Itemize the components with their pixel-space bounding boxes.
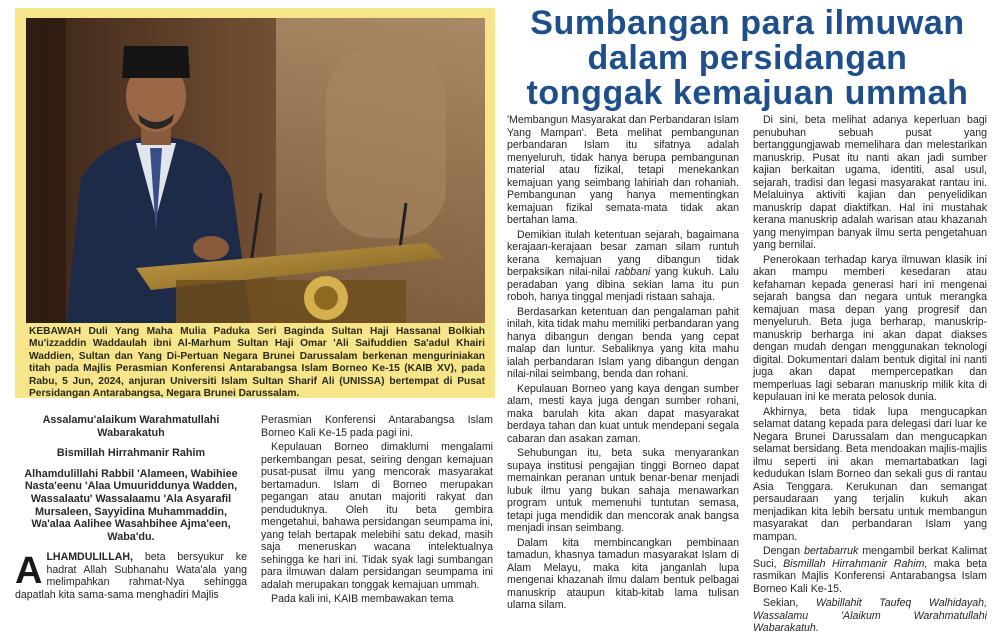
headline-line-3: tonggak kemajuan ummah bbox=[526, 74, 969, 112]
photo-caption: KEBAWAH Duli Yang Maha Mulia Paduka Seri Baginda Sultan Haji Hassanal Bolkiah Mu'izzaddin Waddaulah ibni Al-Marhum Sultan Haji Omar 'Ali Saifuddien Sa'adul Khairi Waddien, Sultan dan Yang Di-Pertuan Negara Brunei Darussalam berkenan menguriniakan titah pada Majlis Perasmian Konferensi Antarabangsa Islam Borneo Ke-15 (KAIB XV), pada Rabu, 5 Jun, 2024, anjuran Universiti Islam Sultan Sharif Ali (UNISSA) bertempat di Pusat Persidangan Antarabangsa, Negara Brunei Darussalam. bbox=[29, 326, 485, 400]
headline-line-2: dalam persidangan bbox=[587, 39, 908, 77]
headline bbox=[505, 6, 990, 111]
text-run: Demikian itulah ketentuan sejarah, bagaimana kerajaan-kerajaan besar zaman silam runtuh kerana kemajuan yang dibangun tidak berpaksikan nilai-nilai bbox=[507, 228, 739, 278]
opening-paragraph bbox=[15, 551, 247, 601]
lead-word: LHAMDULILLAH, bbox=[46, 551, 133, 564]
sultan-photo bbox=[26, 18, 485, 323]
article-column-4 bbox=[753, 114, 987, 637]
paragraph: Akhirnya, beta tidak lupa mengucapkan selamat datang kepada para delegasi dari luar ke Negara Brunei Darussalam dan mengucapkan selamat bersidang. Beta mendoakan majlis-majlis ilmu seperti ini akan memartabatkan lagi kedudukan Islam Borneo dan sekali gus di rantau Asia Tenggara. Kerukunan dan semangat persaudaraan yang terjalin kukuh akan menjadikan kita lebih bersatu untuk membangun masyarakat dan perbandaran Islam yang mampan. bbox=[753, 405, 987, 543]
bismillah: Bismillah Hirrahmanir Rahim bbox=[56, 447, 206, 460]
hamdalah: Alhamdulillahi Rabbil 'Alameen, Wabihiee Nasta'eenu 'Alaa Umuuriddunya Wadden, Wassalaatu' Wassalaamu 'Ala Asyarafil Mursaleen, Sayyidina Muhammaddin, Wa'alaa Aalihee Wasahbihee Ajma'een, Waba'du. bbox=[24, 467, 238, 543]
article-column-1 bbox=[15, 414, 247, 603]
dropcap: A bbox=[15, 550, 43, 593]
text-run-italic: Bismillah Hirrahmanir Rahim, bbox=[783, 557, 928, 570]
text-run-italic: Wabillahit Taufeq Walhidayah, Wassalamu 'Alaikum Warahmatullahi Wabarakatuh. bbox=[753, 597, 988, 634]
paragraph: Kepulauan Borneo yang kaya dengan sumber alam, mesti kaya juga dengan sumber rohani, maka barulah kita akan dapat masyarakat berdaya tahan dan kuat untuk mendepani segala cabaran dan asakan zaman. bbox=[507, 382, 739, 445]
paragraph: Kepulauan Borneo dimaklumi mengalami perkembangan pesat, seiring dengan kemajuan pusat-pusat ilmu yang mencorak masyarakat bertamadun. Islam di Borneo merupakan pegangan atau anutan majoriti rakyat dan penduduknya. Oleh itu beta gembira mengetahui, bahawa persidangan seumpama ini, yang telah bertapak melebihi satu dekad, masih saja meneruskan wacana intelektualnya sehingga ke hari ini. Tidak syak lagi sumbangan para ilmuwan dalam persidangan seumpama ini adalah merupakan tonggak kemajuan ummah. bbox=[261, 441, 493, 591]
paragraph: Sehubungan itu, beta suka menyarankan supaya institusi pengajian tinggi Borneo dapat memainkan peranan untuk benar-benar menjadi lubuk ilmu yang bukan sahaja menawarkan program untuk memenuhi tuntutan semasa, tetapi juga mendidik dan mencorak anak bangsa menjadi insan seimbang. bbox=[507, 447, 739, 534]
paragraph-text: beta bersyukur ke hadrat Allah Subhanahu Wata'ala yang melimpahkan rahmat-Nya sehingga dapatlah kita sama-sama menghadiri Majlis bbox=[15, 551, 247, 601]
text-run: maka beta rasmikan Majlis Konferensi Antarabangsa Islam Borneo Kali Ke-15. bbox=[753, 557, 987, 595]
paragraph: Perasmian Konferensi Antarabangsa Islam Borneo Kali Ke-15 pada pagi ini. bbox=[261, 414, 493, 439]
text-run: mengambil berkat Kalimat Suci, bbox=[753, 545, 987, 570]
paragraph: Dalam kita membincangkan pembinaan tamadun, khasnya tamadun masyarakat Islam di Alam Melayu, maka kita janganlah lupa mengenai khazanah ilmu dalam bentuk pelbagai manuskrip ataupun kitab-kitab lama tulisan ulama silam. bbox=[507, 536, 739, 611]
text-run-italic: rabbani bbox=[614, 266, 651, 278]
text-run: Sekian, bbox=[763, 597, 816, 609]
text-run: Dengan bbox=[763, 545, 805, 557]
paragraph bbox=[753, 597, 987, 635]
paragraph: Berdasarkan ketentuan dan pengalaman pahit inilah, kita tidak mahu memiliki perbandaran yang hanya dibangun dengan benda yang cepat malap dan luntur. Sebaliknya yang kita mahu ialah perbandaran Islam yang dibangun dengan nilai-nilai seimbang, benda dan rohani. bbox=[507, 305, 740, 380]
text-run-italic: bertabarruk bbox=[804, 545, 859, 557]
paragraph bbox=[507, 229, 739, 304]
paragraph: Penerokaan terhadap karya ilmuwan klasik ini akan mampu memberi kesedaran atau kefahaman kepada generasi hari ini mengenai sejarah bangsa dan negara untuk merangka kemajuan masa depan yang progresif dan menyeluruh. Beta juga berharap, manuskrip-manuskrip berharga ini akan dapat diakses dengan mudah dengan menggunakan teknologi digital. Dokumentari dalam bentuk digital ini nanti juga akan dapat mempercepatkan dan memperluas lagi sebaran manuskrip milik kita di kepulauan ini ke merata pelosok dunia. bbox=[753, 253, 987, 403]
article-column-2 bbox=[261, 414, 493, 608]
paragraph: Di sini, beta melihat adanya keperluan bagi penubuhan sebuah pusat yang bertanggungjawab memelihara dan melestarikan manuskrip. Pusat itu nanti akan jadi sumber kajian berkaitan ugama, identiti, asal usul, sejarah, tradisi dan legasi masyarakat rantau ini. Melaluinya aktiviti kajian dan penyelidikan manuskrip dapat diaktifkan. Hal ini mustahak kerana manuskrip adalah warisan atau khazanah yang menyimpan banyak ilmu serta pengetahuan yang bernilai. bbox=[753, 114, 987, 251]
paragraph bbox=[753, 545, 987, 595]
article-column-3 bbox=[507, 114, 739, 614]
text-run: yang kukuh. Lalu peradaban yang dibina sekian lama itu pun roboh, hanya tinggal menjadi ristaan sahaja. bbox=[507, 266, 739, 303]
sultan-photo-illustration bbox=[26, 18, 485, 323]
photo-caption-box bbox=[15, 8, 495, 398]
paragraph: Pada kali ini, KAIB membawakan tema bbox=[271, 593, 454, 605]
headline-line-1: Sumbangan para ilmuwan bbox=[530, 4, 965, 42]
paragraph: 'Membangun Masyarakat dan Perbandaran Islam Yang Mampan'. Beta melihat pembangunan perbandaran Islam itu sifatnya adalah menyeluruh, tidak hanya berupa pembangunan material atau fizikal, tetapi menekankan kemajuan yang seimbang lahiriah dan rohaniah. Pembangunan yang hanya mementingkan kemajuan fizikal semata-mata tidak akan bertahan lama. bbox=[507, 114, 739, 226]
greeting: Assalamu'alaikum Warahmatullahi Wabarakatuh bbox=[42, 414, 220, 439]
